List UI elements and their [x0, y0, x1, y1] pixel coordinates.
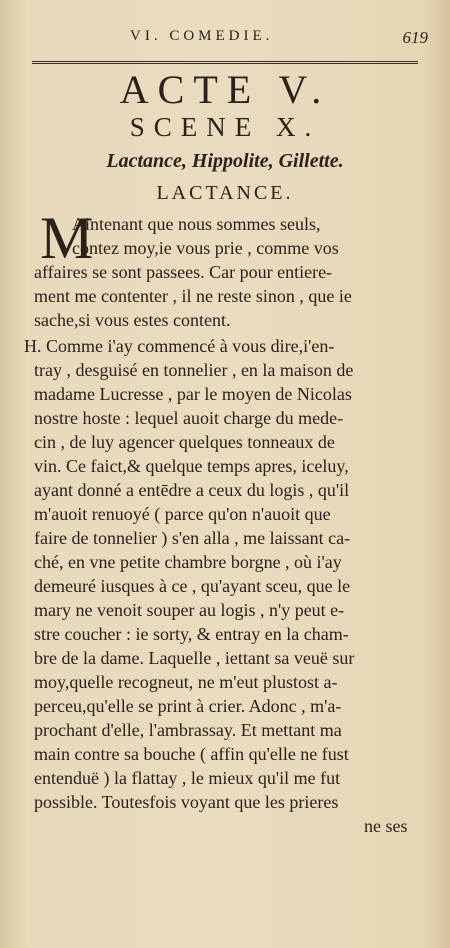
text-line: ayant donné a entēdre a ceux du logis , qu'il	[34, 480, 350, 500]
text-line: moy,quelle recogneut, ne m'eut plustost a-	[34, 672, 338, 692]
text-line: H. Comme i'ay commencé à vous dire,i'en-	[24, 336, 335, 356]
text-line: contez moy,ie vous prie , comme vos	[72, 238, 339, 258]
text-line: perceu,qu'elle se print à crier. Adonc , m'a-	[34, 696, 342, 716]
page-number: 619	[402, 28, 428, 47]
text-line: possible. Toutesfois voyant que les prieres	[34, 792, 339, 812]
header-rule	[32, 61, 418, 64]
text-line: sache,si vous estes content.	[34, 310, 231, 330]
catchword: ne ses	[364, 816, 408, 836]
text-line: madame Lucresse , par le moyen de Nicolas	[34, 384, 352, 404]
text-line: prochant d'elle, l'ambrassay. Et mettant ma	[34, 720, 342, 740]
text-line: nostre hoste : lequel auoit charge du mede-	[34, 408, 344, 428]
text-line: ché, en vne petite chambre borgne , où i'ay	[34, 552, 342, 572]
text-line: tray , desguisé en tonnelier , en la maison de	[34, 360, 354, 380]
text-line: m'auoit renuoyé ( parce qu'on n'auoit que	[34, 504, 331, 524]
text-line: Aintenant que nous sommes seuls,	[72, 214, 321, 234]
running-head-title: VI. COMEDIE.	[130, 28, 274, 44]
text-line: cin , de luy agencer quelques tonneaux de	[34, 432, 335, 452]
text-line: mary ne venoit souper au logis , n'y peut e-	[34, 600, 345, 620]
speaker-heading: LACTANCE.	[156, 182, 294, 204]
character-list: Lactance, Hippolite, Gillette.	[106, 150, 344, 172]
text-line: ment me contenter , il ne reste sinon , que ie	[34, 286, 352, 306]
text-line: main contre sa bouche ( affin qu'elle ne fust	[34, 744, 349, 764]
text-line: vin. Ce faict,& quelque temps apres, iceluy,	[34, 456, 349, 476]
text-line: affaires se sont passees. Car pour entiere-	[34, 262, 333, 282]
act-title: ACTE V.	[119, 67, 331, 112]
running-head	[0, 28, 450, 52]
text-line: faire de tonnelier ) s'en alla , me laissant ca-	[34, 528, 351, 548]
drop-cap: M	[40, 205, 94, 271]
text-line: entenduë ) la flattay , le mieux qu'il me fut	[34, 768, 341, 788]
text-line: bre de la dame. Laquelle , iettant sa veuë sur	[34, 648, 355, 668]
scene-title: SCENE X.	[129, 112, 321, 142]
text-line: demeuré iusques à ce , qu'ayant sceu, que le	[34, 576, 351, 596]
text-line: stre coucher : ie sorty, & entray en la cham-	[34, 624, 349, 644]
